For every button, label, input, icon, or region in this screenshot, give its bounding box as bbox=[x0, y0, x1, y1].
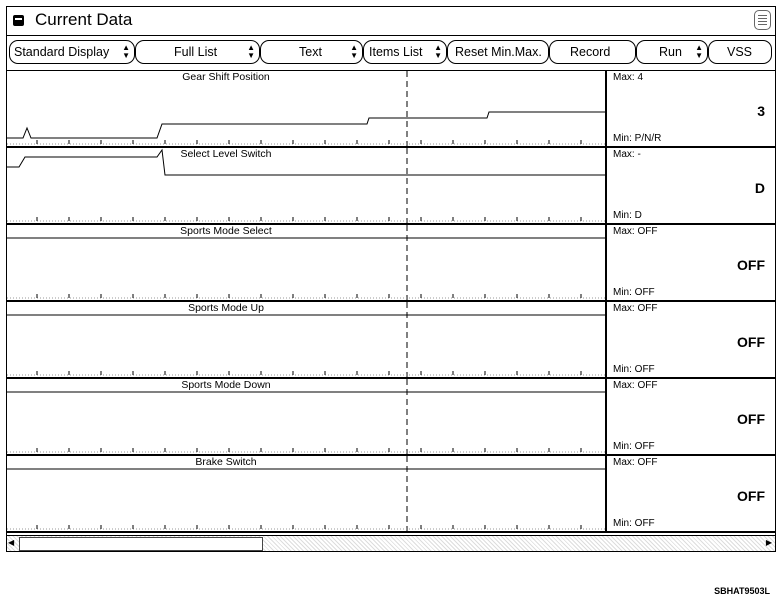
current-value: OFF bbox=[737, 334, 765, 350]
data-row-sports-mode-up bbox=[7, 302, 775, 379]
data-row-select-level-switch bbox=[7, 148, 775, 225]
scroll-right-arrow-icon[interactable]: ▶ bbox=[765, 538, 772, 547]
max-label: Max: - bbox=[613, 149, 641, 160]
updown-arrow-icon: ▲ ▼ bbox=[122, 43, 130, 60]
max-label: Max: OFF bbox=[613, 380, 658, 391]
updown-arrow-icon: ▲ ▼ bbox=[350, 43, 358, 60]
data-row-brake-switch bbox=[7, 456, 775, 533]
standard-display-select[interactable] bbox=[9, 40, 135, 64]
data-row-sports-mode-down bbox=[7, 379, 775, 456]
reset-minmax-button[interactable] bbox=[447, 40, 549, 64]
run-select[interactable] bbox=[636, 40, 708, 64]
trend-graph bbox=[7, 456, 605, 531]
current-value: 3 bbox=[757, 103, 765, 119]
window-title: Current Data bbox=[35, 10, 133, 29]
record-label: Record bbox=[570, 45, 611, 59]
row-title: Sports Mode Up bbox=[188, 302, 264, 314]
max-label: Max: 4 bbox=[613, 72, 644, 83]
value-panel bbox=[607, 302, 775, 377]
row-title: Sports Mode Down bbox=[181, 379, 271, 391]
toolbar bbox=[7, 40, 775, 66]
text-label: Text bbox=[299, 45, 322, 59]
standard-display-label: Standard Display bbox=[14, 45, 110, 59]
data-list bbox=[7, 70, 775, 536]
vss-button[interactable] bbox=[708, 40, 772, 64]
current-value: D bbox=[754, 180, 765, 196]
items-list-label: Items List bbox=[369, 45, 423, 59]
row-title: Sports Mode Select bbox=[180, 225, 272, 237]
current-value: OFF bbox=[737, 411, 765, 427]
max-label: Max: OFF bbox=[613, 226, 658, 237]
value-panel bbox=[607, 225, 775, 300]
row-title: Brake Switch bbox=[195, 456, 257, 468]
trend-graph bbox=[7, 148, 605, 223]
current-value: OFF bbox=[737, 488, 765, 504]
max-label: Max: OFF bbox=[613, 457, 658, 468]
items-list-select[interactable] bbox=[363, 40, 447, 64]
min-label: Min: P/N/R bbox=[613, 133, 662, 144]
run-label: Run bbox=[659, 45, 682, 59]
max-label: Max: OFF bbox=[613, 303, 658, 314]
trend-graph bbox=[7, 379, 605, 454]
data-row-sports-mode-select bbox=[7, 225, 775, 302]
updown-arrow-icon: ▲ ▼ bbox=[247, 43, 255, 60]
value-panel bbox=[607, 379, 775, 454]
data-row-gear-shift-position bbox=[7, 71, 775, 148]
full-list-label: Full List bbox=[174, 45, 218, 59]
title-bar bbox=[7, 7, 775, 36]
min-label: Min: OFF bbox=[613, 364, 655, 375]
scroll-left-arrow-icon[interactable]: ◀ bbox=[8, 538, 15, 547]
trend-graph bbox=[7, 302, 605, 377]
min-label: Min: OFF bbox=[613, 518, 655, 529]
row-title: Gear Shift Position bbox=[182, 71, 270, 83]
figure-id: SBHAT9503L bbox=[714, 586, 770, 596]
text-select[interactable] bbox=[260, 40, 363, 64]
reset-minmax-label: Reset Min.Max. bbox=[455, 45, 542, 59]
full-list-select[interactable] bbox=[135, 40, 260, 64]
collapse-icon[interactable] bbox=[13, 15, 24, 26]
value-panel bbox=[607, 456, 775, 531]
value-panel bbox=[607, 71, 775, 146]
current-value: OFF bbox=[737, 257, 765, 273]
current-data-window bbox=[6, 6, 776, 552]
record-button[interactable] bbox=[549, 40, 636, 64]
trend-graph bbox=[7, 225, 605, 300]
vss-label: VSS bbox=[727, 45, 753, 59]
horizontal-scrollbar[interactable] bbox=[7, 535, 775, 552]
updown-arrow-icon: ▲ ▼ bbox=[434, 43, 442, 60]
min-label: Min: D bbox=[613, 210, 642, 221]
row-title: Select Level Switch bbox=[180, 148, 272, 160]
min-label: Min: OFF bbox=[613, 441, 655, 452]
trend-graph bbox=[7, 71, 605, 146]
scroll-thumb[interactable] bbox=[19, 537, 263, 551]
updown-arrow-icon: ▲ ▼ bbox=[695, 43, 703, 60]
value-panel bbox=[607, 148, 775, 223]
min-label: Min: OFF bbox=[613, 287, 655, 298]
print-icon[interactable] bbox=[754, 10, 771, 30]
